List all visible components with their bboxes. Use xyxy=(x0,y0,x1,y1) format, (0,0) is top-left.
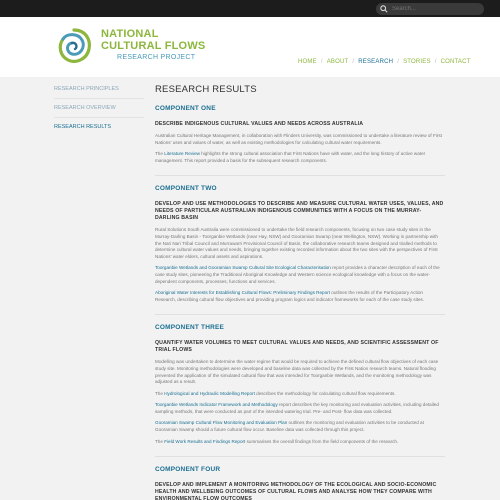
hydrological-modelling-link[interactable]: Hydrological and Hydraulic Modelling Report xyxy=(164,390,255,396)
main-content xyxy=(155,84,445,500)
component-one-head: COMPONENT ONE xyxy=(155,105,216,112)
component-four-head: COMPONENT FOUR xyxy=(155,466,221,474)
site-header xyxy=(0,17,500,77)
component-two-para-3 xyxy=(155,290,445,303)
search-input[interactable] xyxy=(392,3,480,15)
component-two-head: COMPONENT TWO xyxy=(155,185,217,193)
divider xyxy=(155,175,445,176)
logo-icon[interactable] xyxy=(54,27,94,67)
component-one-para-1: Australian Cultural Heritage Management, in collaboration with Flinders University, was commissioned to undertake a literature review of First Nations' uses and values of water, as well as existing methodologies for calculating cultural water requirements. xyxy=(155,133,442,145)
text: report provides a character description of each of the case study sites, pioneering the Traditional Aboriginal Knowledge and Western science ecological knowledge with a focus on the water-dependent components, processes, functions and services. xyxy=(155,265,440,284)
nav-research[interactable]: RESEARCH xyxy=(358,59,394,65)
nav-separator: / xyxy=(434,59,437,65)
nav-about[interactable]: ABOUT xyxy=(326,59,349,65)
divider xyxy=(155,314,445,315)
component-three-para-5 xyxy=(155,439,445,446)
component-four-heading: DEVELOP AND IMPLEMENT A MONITORING METHODOLOGY OF THE ECOLOGICAL AND SOCIO-ECONOMIC HEALTH AND WELLBEING OUTCOMES OF CULTURAL FLOWS AND ANALYSE HOW THEY COMPARE WITH ENVIRONMENTAL FLOW OUTCOMES xyxy=(155,482,437,500)
component-two-para-2 xyxy=(155,265,445,285)
page-title: RESEARCH RESULTS xyxy=(155,84,257,95)
text: The xyxy=(155,151,165,157)
brand-line-3[interactable]: RESEARCH PROJECT xyxy=(117,54,196,61)
field-work-results-link[interactable]: Field Work Results and Findings Report xyxy=(164,438,246,444)
text: outlines the monitoring and evaluation activities to be conducted at Gooramian Swamp should a future cultural flow occur. Baseline data was collected through this project. xyxy=(155,420,424,433)
brand-line-2[interactable]: CULTURAL FLOWS xyxy=(101,40,206,52)
search-box[interactable] xyxy=(376,3,484,15)
component-three-para-3 xyxy=(155,402,445,415)
component-three-para-4 xyxy=(155,420,445,433)
component-one-heading: DESCRIBE INDIGENOUS CULTURAL VALUES AND NEEDS ACROSS AUSTRALIA xyxy=(155,121,364,127)
sidebar-item-research-results[interactable]: RESEARCH RESULTS xyxy=(54,124,112,130)
component-three-heading: QUANTIFY WATER VOLUMES TO MEET CULTURAL VALUES AND NEEDS, AND SCIENTIFIC ASSESSMENT OF TRIAL FLOWS xyxy=(155,340,439,354)
text: report describes the key monitoring and evaluation activities, including detailed sampling methods, that were conducted as part of the intended watering trial. Pre- and Post- flow data was collected. xyxy=(155,402,439,414)
component-two-para-1: Rural Solutions South Australia were commissioned to undertake the field research components, focusing on two case study sites in the Murray-Darling Basin - Toorganbie Wetlands (near Hay, NSW) and Gooramian Swamp (near Wellington, NSW). Working in partnership with the Nari Nari Tribal Council and Murrawarri Provisional Council of Basin, the collaborative research teams designed and trialled methods to determine cultural water values and needs, bringing together existing recorded information about the two sites with the perspectives of First Nations' water elders, cultural assets and aspirations. xyxy=(155,227,438,259)
literature-review-link[interactable]: Literature Review xyxy=(164,151,200,157)
main-nav xyxy=(298,59,471,69)
text: outlines the results of the Participatory Action Research, describing cultural flow objectives and providing program logics and indicator frameworks for each of the case study sites. xyxy=(155,290,425,302)
sidebar xyxy=(54,84,144,137)
sidebar-item-research-overview[interactable]: RESEARCH OVERVIEW xyxy=(54,103,144,118)
component-two-heading: DEVELOP AND USE METHODOLOGIES TO DESCRIBE AND MEASURE CULTURAL WATER USES, VALUES, AND NEEDS OF PARTICULAR AUSTRALIAN INDIGENOUS COMMUNITIES WITH A FOCUS ON THE MURRAY-DARLING BASIN xyxy=(155,201,444,222)
nav-contact[interactable]: CONTACT xyxy=(440,59,471,65)
nav-separator: / xyxy=(352,59,355,65)
top-bar xyxy=(0,0,500,17)
search-icon[interactable] xyxy=(380,5,388,13)
text: summarises the overall findings from the field components of the research. xyxy=(245,438,399,444)
sidebar-item-research-principles[interactable]: RESEARCH PRINCIPLES xyxy=(54,84,144,99)
nav-separator: / xyxy=(397,59,400,65)
text: highlights the strong cultural association that First Nations have with water, and the long history of active water management. This report provided a basis for the subsequent research components. xyxy=(155,151,426,163)
brand-line-1[interactable]: NATIONAL xyxy=(101,28,159,40)
component-three-head: COMPONENT THREE xyxy=(155,324,225,332)
text: describes the methodology for calculating cultural flow requirements. xyxy=(254,390,396,396)
nav-stories[interactable]: STORIES xyxy=(403,59,431,65)
monitoring-plan-link[interactable]: Gooramian Swamp Cultural Flow Monitoring and Evaluation Plan xyxy=(155,420,288,426)
preliminary-findings-link[interactable]: Aboriginal Water Interests for Establishing Cultural Flows: Preliminary Findings Report xyxy=(155,290,330,296)
component-one-para-2 xyxy=(155,151,445,164)
ecological-characterisation-link[interactable]: Toorganbie Wetlands and Gooramian Swamp Cultural Site Ecological Characterisation xyxy=(155,265,331,271)
nav-separator: / xyxy=(320,59,323,65)
text: The xyxy=(155,438,165,444)
indicator-framework-link[interactable]: Toorganbie Wetlands Indicator Framework and Methodology xyxy=(155,402,278,408)
component-three-para-2 xyxy=(155,391,445,398)
nav-home[interactable]: HOME xyxy=(298,59,317,65)
component-three-para-1: Modelling was undertaken to determine the water regime that would be required to achieve the defined cultural flow objectives of each case study site. Monitoring methodologies were developed and baseline data was collected by the First Nation research teams. Natural flooding prevented the application of the simulated cultural flow that was intended for Toorganbie Wetlands, and the monitoring methodology was adjusted as a result. xyxy=(155,359,439,385)
divider xyxy=(155,456,445,457)
text: The xyxy=(155,390,165,396)
